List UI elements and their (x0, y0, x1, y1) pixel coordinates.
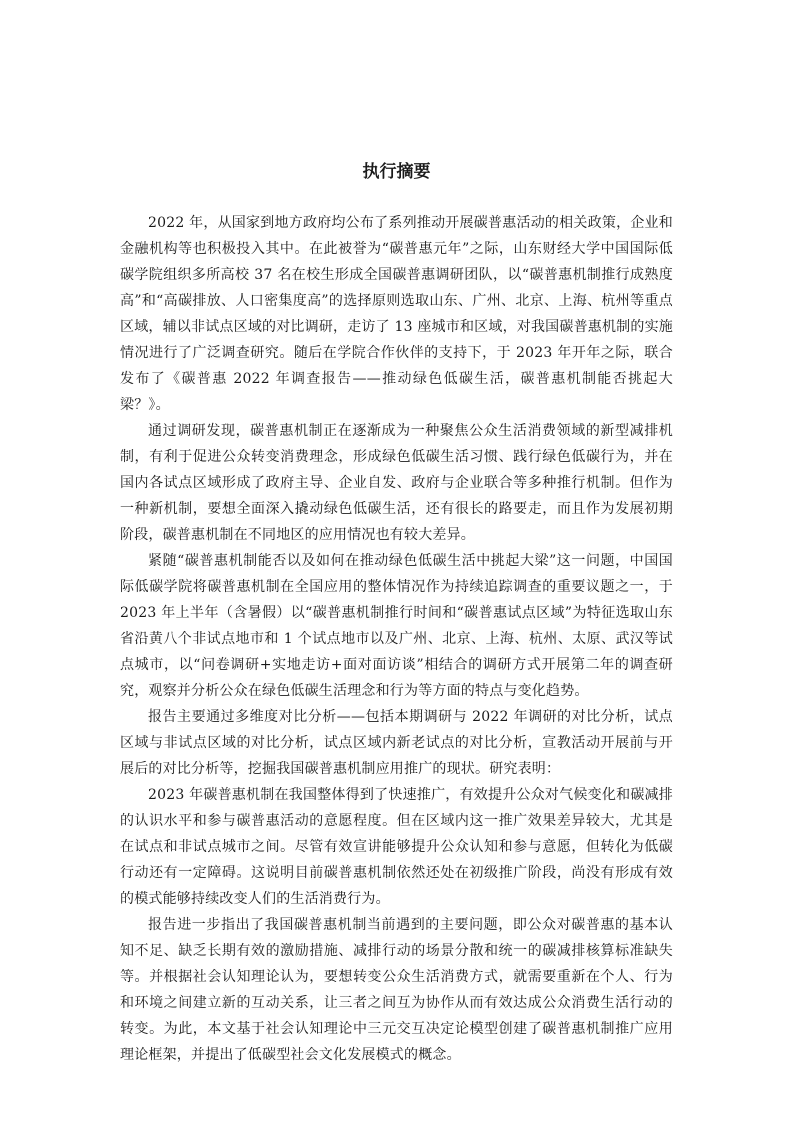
paragraph-2: 通过调研发现，碳普惠机制正在逐渐成为一种聚焦公众生活消费领域的新型减排机制，有利于促进公众转变消费理念，形成绿色低碳生活习惯、践行绿色低碳行为，并在国内各试点区域形成了政府主导、企业自发、政府与企业联合等多种推行机制。但作为一种新机制，要想全面深入撬动绿色低碳生活，还有很长的路要走，而且作为发展初期阶段，碳普惠机制在不同地区的应用情况也有较大差异。 (120, 423, 673, 543)
paragraph-1: 2022 年，从国家到地方政府均公布了系列推动开展碳普惠活动的相关政策，企业和金融机构等也积极投入其中。在此被誉为“碳普惠元年”之际，山东财经大学中国国际低碳学院组织多所高校 37 名在校生形成全国碳普惠调研团队，以“碳普惠机制推行成熟度高”和“高碳排放、人口密集度高”的选择原则选取山东、广州、北京、上海、杭州等重点区域，辅以非试点区域的对比调研，走访了 13 座城市和区域，对我国碳普惠机制的实施情况进行了广泛调查研究。随后在学院合作伙伴的支持下，于 2023 年开年之际，联合发布了《碳普惠 2022 年调查报告——推动绿色低碳生活，碳普惠机制能否挑起大梁？》。 (120, 215, 673, 413)
paragraph-6: 报告进一步指出了我国碳普惠机制当前遇到的主要问题，即公众对碳普惠的基本认知不足、缺乏长期有效的激励措施、减排行动的场景分散和统一的碳减排核算标准缺失等。并根据社会认知理论认为，要想转变公众生活消费方式，就需要重新在个人、行为和环境之间建立新的互动关系，让三者之间互为协作从而有效达成公众消费生活行动的转变。为此，本文基于社会认知理论中三元交互决定论模型创建了碳普惠机制推广应用理论框架，并提出了低碳型社会文化发展模式的概念。 (120, 917, 673, 1063)
paragraph-3: 紧随“碳普惠机制能否以及如何在推动绿色低碳生活中挑起大梁”这一问题，中国国际低碳学院将碳普惠机制在全国应用的整体情况作为持续追踪调查的重要议题之一，于 2023 年上半年（含暑假）以“碳普惠机制推行时间和“碳普惠试点区域”为特征选取山东省沿黄八个非试点地市和 1 个试点地市以及广州、北京、上海、杭州、太原、武汉等试点城市，以“问卷调研+实地走访+面对面访谈”相结合的调研方式开展第二年的调查研究，观察并分析公众在绿色低碳生活理念和行为等方面的特点与变化趋势。 (120, 553, 673, 699)
paragraph-5: 2023 年碳普惠机制在我国整体得到了快速推广，有效提升公众对气候变化和碳减排的认识水平和参与碳普惠活动的意愿程度。但在区域内这一推广效果差异较大，尤其是在试点和非试点城市之间。尽管有效宣讲能够提升公众认知和参与意愿，但转化为低碳行动还有一定障碍。这说明目前碳普惠机制依然还处在初级推广阶段，尚没有形成有效的模式能够持续改变人们的生活消费行为。 (120, 787, 673, 907)
document-body (120, 210, 673, 1068)
paragraph-4: 报告主要通过多维度对比分析——包括本期调研与 2022 年调研的对比分析，试点区域与非试点区域的对比分析，试点区域内新老试点的对比分析，宣教活动开展前与开展后的对比分析等，挖掘我国碳普惠机制应用推广的现状。研究表明： (120, 709, 673, 777)
page-title: 执行摘要 (362, 162, 431, 182)
